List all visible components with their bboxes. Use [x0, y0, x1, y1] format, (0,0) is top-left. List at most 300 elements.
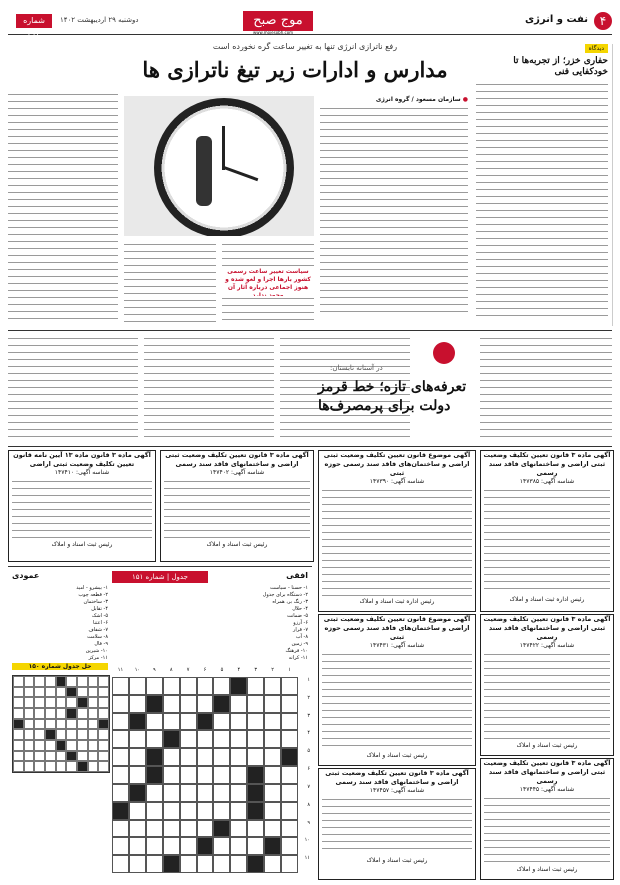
row-number: ۸ — [307, 801, 310, 808]
crossword-cell — [180, 677, 197, 695]
solution-cell — [88, 719, 99, 730]
ad-id: شناسه آگهی: ۱۴۷۳۸۵ — [519, 478, 575, 485]
crossword-cell — [213, 695, 230, 713]
crossword-cell — [247, 855, 264, 873]
crossword-cell — [163, 677, 180, 695]
solution-cell — [45, 740, 56, 751]
crossword-cell — [213, 730, 230, 748]
solution-cell — [34, 708, 45, 719]
row-number: ۵ — [307, 748, 310, 755]
solution-cell — [13, 697, 24, 708]
ad-title: آگهی ماده ۳ قانون تعیین تکلیف وضعیت ثبتی اراضی و ساختمانهای فاقد سند رسمی — [483, 615, 611, 641]
crossword-cell — [112, 766, 129, 784]
across-clue: ۷- قرار — [292, 627, 308, 633]
right-article-text — [476, 82, 608, 322]
col-number: ۴ — [237, 667, 241, 673]
crossword-cell — [112, 820, 129, 838]
solution-cell — [66, 697, 77, 708]
solution-cell — [88, 729, 99, 740]
solution-cell — [34, 740, 45, 751]
crossword-number: شماره ۱۵۱ — [132, 573, 165, 581]
crossword-cell — [146, 748, 163, 766]
ad-box — [480, 614, 614, 756]
solution-cell — [34, 751, 45, 762]
solution-cell — [98, 729, 109, 740]
feature-headline: تعرفه‌های تازه؛ خط قرمز دولت برای پرمصرف‌ها — [318, 379, 467, 414]
ad-title: آگهی ماده ۳ قانون تعیین تکلیف وضعیت ثبتی اراضی و ساختمانهای فاقد سند رسمی — [165, 451, 309, 468]
ad-box — [160, 450, 314, 562]
crossword-cell — [264, 837, 281, 855]
row-number: ۶ — [307, 766, 310, 773]
ad-id: شناسه آگهی: ۱۴۷۴۵۷ — [369, 787, 425, 794]
crossword-cell — [163, 802, 180, 820]
main-story-text-col2b — [222, 296, 314, 322]
across-clue: ۵- ضمانت — [286, 613, 308, 619]
solution-cell — [34, 719, 45, 730]
crossword-cell — [163, 695, 180, 713]
crossword-cell — [230, 766, 247, 784]
crossword-cell — [146, 766, 163, 784]
crossword-cell — [264, 713, 281, 731]
crossword-cell — [146, 837, 163, 855]
crossword-cell — [281, 730, 298, 748]
crossword-cell — [146, 784, 163, 802]
solution-cell — [88, 708, 99, 719]
crossword-cell — [247, 730, 264, 748]
solution-cell — [88, 740, 99, 751]
main-byline: ● سازمان مسعود / گروه انرژی — [375, 96, 468, 103]
solution-cell — [77, 729, 88, 740]
solution-cell — [13, 740, 24, 751]
solution-cell — [66, 676, 77, 687]
crossword-cell — [197, 748, 214, 766]
col-number: ۱ — [288, 667, 291, 673]
solution-cell — [77, 719, 88, 730]
crossword-cell — [112, 713, 129, 731]
row-number: ۱۱ — [304, 855, 310, 862]
crossword-cell — [197, 802, 214, 820]
crossword-cell — [180, 730, 197, 748]
ad-box — [8, 450, 156, 562]
clock-photo — [124, 96, 314, 236]
solution-cell — [56, 740, 67, 751]
crossword-cell — [112, 677, 129, 695]
col-number: ۶ — [203, 667, 207, 673]
crossword-cell — [197, 677, 214, 695]
crossword-cell — [213, 855, 230, 873]
col-number: ۲ — [271, 667, 274, 673]
solution-cell — [34, 676, 45, 687]
crossword-cell — [180, 855, 197, 873]
solution-cell — [98, 751, 109, 762]
right-kicker: دیدگاه — [585, 44, 608, 53]
solution-cell — [66, 708, 77, 719]
crossword-cell — [129, 748, 146, 766]
crossword-cell — [163, 855, 180, 873]
crossword-cell — [129, 802, 146, 820]
right-column — [474, 44, 613, 326]
crossword-cell — [247, 677, 264, 695]
solution-cell — [88, 697, 99, 708]
crossword-cell — [281, 695, 298, 713]
crossword-cell — [213, 820, 230, 838]
main-headline: مدارس و ادارات زیر تیغ ناترازی ها — [142, 57, 448, 82]
solution-cell — [56, 761, 67, 772]
crossword-cell — [146, 695, 163, 713]
down-clue: ۲- قطعه چوب — [78, 592, 108, 598]
page-number-badge: ۴ — [594, 12, 612, 30]
divider — [8, 330, 612, 331]
ad-title: آگهی ماده ۳ قانون ماده ۱۳ آیین نامه قانون تعیین تکلیف وضعیت ثبتی اراضی — [13, 451, 151, 468]
solution-cell — [98, 740, 109, 751]
solution-cell — [77, 761, 88, 772]
solution-cell — [13, 761, 24, 772]
solution-cell — [24, 687, 35, 698]
crossword-cell — [213, 784, 230, 802]
crossword-cell — [230, 837, 247, 855]
solution-cell — [24, 676, 35, 687]
ad-id: شناسه آگهی: ۱۴۷۴۱۰ — [54, 469, 110, 476]
ad-id: شناسه آگهی: ۱۴۷۴۲۲ — [519, 642, 575, 649]
main-story-text-left — [8, 92, 118, 322]
crossword-cell — [146, 855, 163, 873]
across-clue: ۱۰- فرهنگ — [285, 648, 308, 654]
crossword-cell — [264, 802, 281, 820]
down-clue: ۱- بیشرو - امید — [76, 585, 108, 591]
row-number: ۱ — [307, 677, 310, 683]
crossword-cell — [146, 802, 163, 820]
crossword-cell — [230, 855, 247, 873]
solution-cell — [77, 687, 88, 698]
col-number: ۸ — [169, 667, 173, 673]
crossword-cell — [112, 802, 129, 820]
crossword-cell — [112, 695, 129, 713]
crossword-cell — [213, 677, 230, 695]
brand-icon — [433, 342, 455, 364]
crossword-cell — [180, 802, 197, 820]
solution-cell — [45, 719, 56, 730]
crossword-cell — [163, 713, 180, 731]
crossword-cell — [281, 784, 298, 802]
crossword-cell — [146, 713, 163, 731]
crossword-cell — [213, 748, 230, 766]
clock-hand-icon — [222, 126, 225, 170]
solution-cell — [66, 729, 77, 740]
crossword-cell — [129, 766, 146, 784]
crossword-grid — [112, 677, 298, 873]
solution-cell — [66, 761, 77, 772]
down-clue: ۸- سلامت — [87, 634, 108, 640]
issue-date: دوشنبه ۲۹ اردیبهشت ۱۴۰۲ — [60, 16, 139, 24]
ad-id: شناسه آگهی: ۱۴۷۳۹۰ — [369, 478, 425, 485]
col-number: ۵ — [220, 667, 224, 673]
ad-signature: رئیس ثبت اسناد و املاک — [366, 752, 428, 759]
solution-cell — [34, 687, 45, 698]
solution-cell — [13, 676, 24, 687]
crossword-cell — [129, 837, 146, 855]
across-clue: ۹- زمین — [291, 641, 308, 647]
crossword-cell — [247, 820, 264, 838]
row-number: ۴ — [307, 730, 310, 737]
solution-cell — [24, 708, 35, 719]
crossword-cell — [247, 713, 264, 731]
crossword-cell — [281, 837, 298, 855]
solution-cell — [24, 719, 35, 730]
crossword-banner: جدول | شماره ۱۵۱ — [112, 571, 208, 583]
crossword-cell — [281, 748, 298, 766]
crossword-cell — [213, 837, 230, 855]
crossword-cell — [197, 855, 214, 873]
solution-cell — [24, 761, 35, 772]
page-header — [8, 8, 612, 39]
section-title: نفت و انرژی — [524, 14, 588, 25]
crossword-cell — [230, 695, 247, 713]
across-title: افقی — [286, 571, 308, 580]
crossword-cell — [163, 730, 180, 748]
solution-cell — [24, 697, 35, 708]
crossword-cell — [129, 677, 146, 695]
crossword-cell — [129, 713, 146, 731]
solution-cell — [56, 687, 67, 698]
solution-cell — [77, 751, 88, 762]
crossword-cell — [112, 730, 129, 748]
solution-cell — [56, 729, 67, 740]
solution-cell — [77, 740, 88, 751]
crossword-cell — [247, 784, 264, 802]
crossword-cell — [129, 695, 146, 713]
solution-cell — [88, 676, 99, 687]
crossword-cell — [146, 677, 163, 695]
crossword-cell — [197, 820, 214, 838]
col-number: ۷ — [186, 667, 190, 673]
solution-cell — [13, 708, 24, 719]
solution-cell — [45, 729, 56, 740]
crossword-cell — [180, 766, 197, 784]
ad-signature: رئیس ثبت اسناد و املاک — [516, 742, 578, 749]
crossword-cell — [112, 784, 129, 802]
main-story-text-col2 — [222, 242, 314, 268]
crossword-cell — [163, 784, 180, 802]
ad-title: آگهی ماده ۳ قانون تعیین تکلیف وضعیت ثبتی اراضی و ساختمانهای فاقد سند رسمی — [483, 759, 611, 785]
crossword-cell — [129, 784, 146, 802]
solution-cell — [56, 697, 67, 708]
main-pull-quote: سیاست تغییر ساعت رسمی کشور بارها اجرا و لغو شده و هنوز اجماعی درباره آثار آن — [225, 268, 311, 291]
solution-cell — [77, 697, 88, 708]
crossword-cell — [146, 730, 163, 748]
crossword-cell — [197, 837, 214, 855]
crossword-cell — [281, 677, 298, 695]
solution-cell — [88, 751, 99, 762]
feature-text-right — [480, 336, 612, 440]
solution-cell — [45, 687, 56, 698]
crossword-cell — [264, 784, 281, 802]
crossword-cell — [163, 766, 180, 784]
crossword-cell — [163, 820, 180, 838]
crossword-cell — [281, 766, 298, 784]
col-number: ۱۰ — [134, 667, 141, 673]
crossword-cell — [112, 837, 129, 855]
ad-title: آگهی موضوع قانون تعیین تکلیف وضعیت ثبتی اراضی و ساختمان‌های فاقد سند رسمی حوزه ثبتی — [323, 451, 471, 477]
solution-cell — [77, 676, 88, 687]
solution-cell — [98, 719, 109, 730]
crossword-cell — [230, 677, 247, 695]
crossword-cell — [230, 802, 247, 820]
crossword-cell — [264, 766, 281, 784]
crossword-cell — [230, 820, 247, 838]
ad-signature: رئیس ثبت اسناد و املاک — [206, 541, 268, 548]
crossword-cell — [197, 784, 214, 802]
crossword-cell — [213, 802, 230, 820]
crossword-cell — [230, 784, 247, 802]
down-clues — [12, 585, 108, 662]
solution-cell — [45, 676, 56, 687]
crossword-cell — [247, 766, 264, 784]
crossword-cell — [281, 713, 298, 731]
down-clue: ۵- اشک — [91, 613, 108, 619]
solution-cell — [34, 697, 45, 708]
across-clue: ۱۱- کرانه — [288, 655, 308, 661]
crossword-cell — [213, 766, 230, 784]
solution-cell — [66, 687, 77, 698]
solution-cell — [45, 761, 56, 772]
down-clue: ۳- ساختمان — [83, 599, 108, 605]
down-clue: ۹- فال — [94, 641, 108, 647]
solution-cell — [98, 708, 109, 719]
across-clue: ۱- حسنا - سیاست — [270, 585, 308, 591]
solution-cell — [66, 740, 77, 751]
solution-cell — [34, 761, 45, 772]
ad-signature: رئیس ثبت اسناد و املاک — [516, 866, 578, 873]
ad-title: آگهی ماده ۳ قانون تعیین تکلیف وضعیت ثبتی اراضی و ساختمانهای فاقد سند رسمی — [483, 451, 611, 477]
across-clue: ۲- دستگاه برای جدول — [262, 592, 308, 598]
ad-signature: رئیس اداره ثبت اسناد و املاک — [359, 598, 435, 605]
ad-title: آگهی موضوع قانون تعیین تکلیف وضعیت ثبتی اراضی و ساختمان‌های فاقد سند رسمی حوزه ثبتی — [323, 615, 471, 641]
solution-cell — [34, 729, 45, 740]
col-number: ۹ — [152, 667, 156, 673]
ad-title: آگهی ماده ۳ قانون تعیین تکلیف وضعیت ثبتی اراضی و ساختمانهای فاقد سند رسمی — [325, 769, 469, 786]
crossword-row-numbers — [300, 677, 310, 873]
issue-number: شماره ۳۱۳ — [16, 14, 52, 28]
crossword-cell — [129, 730, 146, 748]
crossword-cell — [281, 802, 298, 820]
solution-cell — [13, 719, 24, 730]
solution-cell — [45, 708, 56, 719]
solution-cell — [24, 729, 35, 740]
crossword-cell — [129, 855, 146, 873]
crossword-cell — [180, 713, 197, 731]
person-figure — [196, 136, 212, 206]
col-number: ۱۱ — [117, 667, 124, 673]
row-number: ۲ — [307, 694, 310, 701]
solution-cell — [24, 740, 35, 751]
down-clue: ۶- اعتنا — [93, 620, 108, 626]
solution-cell — [98, 761, 109, 772]
crossword-cell — [230, 748, 247, 766]
down-title: عمودی — [12, 571, 40, 580]
solution-cell — [56, 708, 67, 719]
crossword-cell — [146, 820, 163, 838]
crossword-cell — [163, 837, 180, 855]
crossword-cell — [180, 695, 197, 713]
solution-cell — [98, 697, 109, 708]
crossword-cell — [247, 695, 264, 713]
crossword-cell — [180, 820, 197, 838]
feature-text-c2 — [144, 336, 274, 440]
crossword-cell — [230, 730, 247, 748]
across-clues — [212, 585, 308, 662]
right-headline: حفاری خزر؛ از تجربه‌ها تا خودکفایی فنی — [513, 56, 608, 77]
ad-box — [318, 450, 476, 612]
ad-id: شناسه آگهی: ۱۴۷۴۳۱ — [369, 642, 425, 649]
crossword-cell — [180, 784, 197, 802]
ad-box — [480, 758, 614, 880]
across-clue: ۸- آب — [295, 634, 308, 640]
crossword-cell — [247, 748, 264, 766]
row-number: ۳ — [307, 712, 310, 719]
solution-cell — [98, 676, 109, 687]
down-clue: ۷- شفاف — [88, 627, 108, 633]
main-kicker: رفع ناترازی انرژی تنها به تغییر ساعت گره نخورده است — [212, 42, 398, 51]
crossword-label: جدول — [171, 573, 188, 581]
crossword-section — [8, 566, 312, 879]
across-clue: ۴- حلال — [292, 606, 308, 612]
crossword-cell — [129, 820, 146, 838]
ad-box — [480, 450, 614, 612]
col-number: ۳ — [254, 667, 258, 673]
solution-cell — [45, 697, 56, 708]
crossword-cell — [163, 748, 180, 766]
crossword-cell — [197, 713, 214, 731]
ad-signature: رئیس ثبت اسناد و املاک — [366, 857, 428, 864]
across-clue: ۶- آرزو — [293, 620, 308, 626]
crossword-cell — [197, 695, 214, 713]
solution-cell — [66, 719, 77, 730]
solution-cell — [88, 687, 99, 698]
crossword-cell — [213, 713, 230, 731]
crossword-cell — [264, 820, 281, 838]
ad-signature: رئیس ثبت اسناد و املاک — [51, 541, 113, 548]
solution-cell — [56, 751, 67, 762]
solution-cell — [13, 729, 24, 740]
ad-signature: رئیس اداره ثبت اسناد و املاک — [509, 596, 585, 603]
across-clue: ۳- رنگ بر، همراه — [272, 599, 308, 605]
logo-url: www.mojesobh.com — [253, 30, 294, 35]
solution-cell — [24, 751, 35, 762]
crossword-cell — [197, 730, 214, 748]
crossword-cell — [264, 695, 281, 713]
crossword-col-numbers — [112, 667, 298, 675]
crossword-cell — [281, 820, 298, 838]
crossword-cell — [247, 837, 264, 855]
row-number: ۷ — [307, 783, 310, 790]
sudoku-label: حل جدول شماره ۱۵۰ — [12, 663, 108, 670]
solution-cell — [66, 751, 77, 762]
row-number: ۱۰ — [304, 837, 310, 844]
solution-cell — [88, 761, 99, 772]
crossword-cell — [112, 855, 129, 873]
solution-cell — [77, 708, 88, 719]
row-number: ۹ — [307, 819, 310, 826]
down-clue: ۱۰- شیرین — [85, 648, 108, 654]
crossword-cell — [247, 802, 264, 820]
main-story-text-col3 — [124, 242, 216, 322]
crossword-cell — [180, 748, 197, 766]
down-clue: ۴- تقابل — [91, 606, 108, 612]
solution-cell — [56, 676, 67, 687]
ad-box — [318, 768, 476, 880]
crossword-cell — [180, 837, 197, 855]
ad-id: شناسه آگهی: ۱۴۷۴۴۵ — [519, 786, 575, 793]
